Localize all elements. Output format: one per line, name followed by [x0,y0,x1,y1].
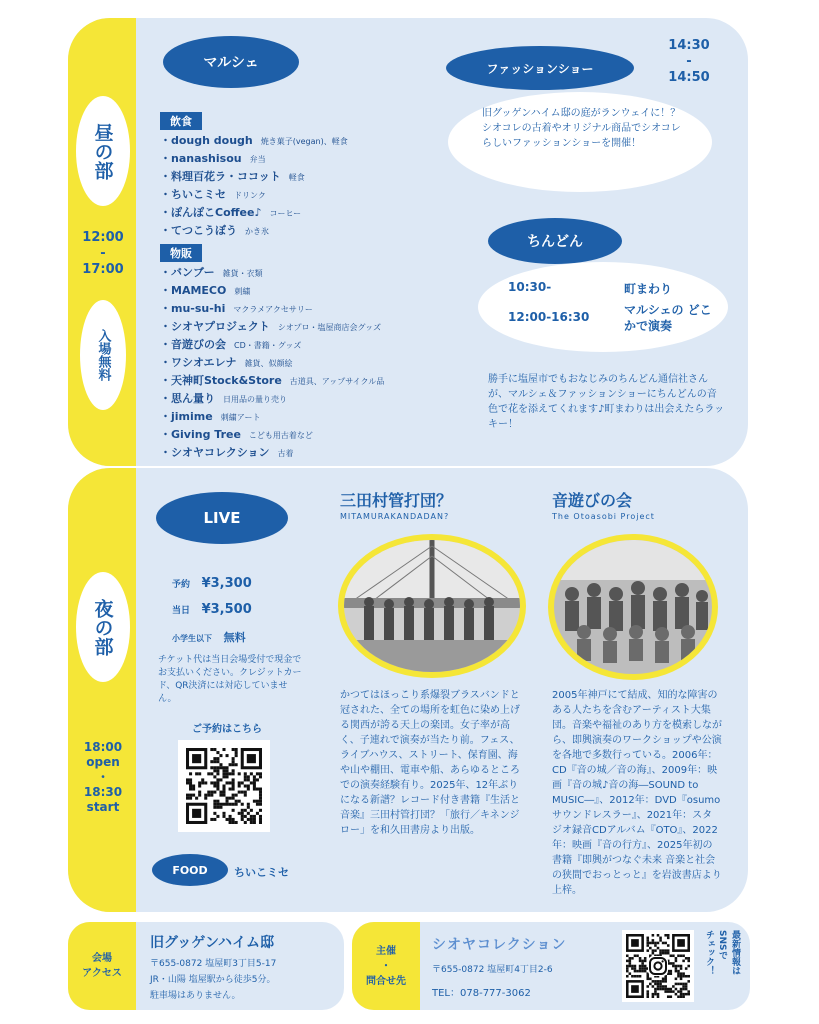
band-1-photo [344,540,520,672]
food-vendor-desc: かき氷 [245,227,269,236]
food-vendor-desc: ドリンク [234,191,266,200]
sns-note: 最新情報は SNSで チェック！ [704,930,740,975]
goods-item [160,354,460,372]
bullet: ・ [160,320,171,333]
goods-category-label: 物販 [160,244,202,262]
goods-vendor-name: jimime [171,410,213,423]
chindon-description: 勝手に塩屋市でもおなじみのちんどん通信社さんが、マルシェ＆ファッションショーにちんどんの音色で花を添えてくれます♪町まわりは出会えたらラッキー！ [488,374,725,430]
goods-item [160,300,460,318]
band-1-romaji: MITAMURAKANDADAN? [340,512,450,521]
reserve-label: ご予約はこちら [192,724,262,735]
goods-vendor-name: 天神町Stock&Store [171,374,282,387]
day-section [68,18,748,466]
goods-vendor-name: Giving Tree [171,428,241,441]
bullet: ・ [160,170,171,183]
food-vendor-name: てつこうぼう [171,224,237,237]
goods-vendor-desc: 古道具、アップサイクル品 [289,377,385,386]
fashion-title-cloud: ファッションショー [446,46,634,90]
bullet: ・ [160,266,171,279]
bullet: ・ [160,446,171,459]
food-category-label: 飲食 [160,112,202,130]
food-vendor-desc: コーヒー [269,209,302,218]
reservation-qr-code[interactable] [178,740,270,832]
night-time: 18:00 open ・ 18:30 start [83,740,123,814]
goods-vendor-name: MAMECO [171,284,227,297]
goods-vendor-desc: こども用古着など [248,431,313,440]
night-section [68,468,748,912]
goods-item [160,390,460,408]
goods-vendor-name: シオヤコレクション [171,446,270,459]
bullet: ・ [160,410,171,423]
food-item [160,204,460,222]
bullet: ・ [160,224,171,237]
live-title-cloud: LIVE [156,492,288,544]
bullet: ・ [160,302,171,315]
food-vendor-name: 料理百花ラ・ココット [171,170,281,183]
goods-item [160,318,460,336]
goods-vendor-desc: 刺繍 [234,287,251,296]
food-vendor-name: ちいこミセ [171,188,226,201]
organizer-tel: TEL：078-777-3062 [432,988,531,999]
goods-vendor-desc: シオプロ・塩屋商店会グッズ [277,323,382,332]
price-child: 小学生以下 無料 [172,631,246,644]
goods-vendor-name: シオヤプロジェクト [171,320,270,333]
chindon-event-1: 町まわり [624,282,673,296]
chindon-time-1: 10:30- [508,280,552,294]
marche-title-cloud: マルシェ [163,36,299,88]
bullet: ・ [160,206,171,219]
food-title-cloud: FOOD [152,854,228,886]
organizer-address: 〒655-0872 塩屋町4丁目2-6 [432,965,553,975]
marche-list [160,108,460,462]
venue-address: 〒655-0872 塩屋町3丁目5-17 [150,959,277,969]
food-vendor-name: dough dough [171,134,253,147]
qr-pattern [186,748,262,824]
band-2-name: 音遊びの会 [552,491,633,510]
goods-vendor-desc: マクラメアクセサリー [233,305,313,314]
organizer-label: 主催 ・ 問合せ先 [352,922,420,1010]
bullet: ・ [160,152,171,165]
goods-vendor-name: 思ん量り [171,392,215,405]
food-vendor-desc: 焼き菓子(vegan)、軽食 [260,137,348,146]
chindon-title-cloud: ちんどん [488,218,622,264]
food-item [160,222,460,240]
goods-vendor-name: ワシオエレナ [171,356,237,369]
bullet: ・ [160,392,171,405]
goods-vendor-desc: 日用品の量り売り [223,395,287,404]
instagram-icon [648,956,668,976]
food-item [160,168,460,186]
night-side-strip [68,468,136,912]
bullet: ・ [160,284,171,297]
goods-item [160,444,460,462]
night-food-vendor: ちいこミセ [234,866,289,879]
goods-vendor-name: バンブー [171,266,215,279]
bullet: ・ [160,338,171,351]
band-2-photo [554,540,712,674]
bullet: ・ [160,356,171,369]
organizer-box [352,922,750,1010]
night-label: 夜の部 [76,572,130,682]
venue-parking: 駐車場はありません。 [150,991,241,1001]
organizer-name: シオヤコレクション [432,937,567,953]
goods-item [160,336,460,354]
band-2-romaji: The Otoasobi Project [552,512,655,521]
venue-label: 会場 アクセス [68,922,136,1010]
venue-name: 旧グッゲンハイム邸 [150,935,275,951]
goods-item [160,372,460,390]
fashion-time: 14:30 - 14:50 [668,38,710,85]
bullet: ・ [160,374,171,387]
day-time: 12:00 - 17:00 [82,230,124,277]
fashion-description: 旧グッゲンハイム邸の庭がランウェイに！？シオコレの古着やオリジナル商品でシオコレらしいファッションショーを開催！ [482,108,681,149]
venue-box [68,922,344,1010]
chindon-time-2: 12:00-16:30 [508,310,590,324]
chindon-event-2: マルシェの どこかで演奏 [624,303,712,333]
price-advance: 予約 ¥3,300 [172,576,252,591]
food-vendor-desc: 軽食 [288,173,305,182]
goods-vendor-desc: 雑貨、似顔絵 [244,359,293,368]
food-item [160,132,460,150]
goods-item [160,426,460,444]
band-1-description: かつてはほっこり系爆裂ブラスバンドと冠された、全ての場所を虹色に染め上げる関西が誇る天上の楽団。女子率が高く、子連れで演奏が当たり前。フェス、ライブハウス、ストリート、保育園、海や山や棚田、電車や船、あらゆるところでの演奏経験有り。2025年、12年ぶりになる新譜？レコード付き書籍『生活と音楽』三田村管打団？「旅行／キネンジロー」を和久田書房より出版。 [340,690,520,836]
price-door: 当日 ¥3,500 [172,602,252,617]
band-1-name: 三田村管打団？ [340,491,453,510]
goods-item [160,282,460,300]
ticket-note: チケット代は当日会場受付で現金でお支払いください。クレジットカード、QR決済には対応していません。 [158,655,302,704]
bullet: ・ [160,188,171,201]
goods-vendor-desc: 刺繍アート [220,413,261,422]
food-item [160,150,460,168]
band-2-description: 2005年神戸にて結成、知的な障害のある人たちを含むアーティスト大集団。音楽や福祉のあり方を模索しながら、即興演奏のワークショップや公演を各地で多数行っている。2006年：CD『音の城／音の海』、2009年：映画『音の城♪音の海―SOUND to MUSIC―』、2012年：DVD『osumo サウンドレスラー』、2021年：スタジオ録音CDアルバム『OTO』、2022年：映画『音の行方』、2025年初の書籍『即興がつなぐ未来 音楽と社会の狭間でおっとっと』を岩波書店より上梓。 [552,690,722,896]
food-vendor-desc: 弁当 [249,155,266,164]
goods-vendor-desc: CD・書籍・グッズ [234,341,302,350]
goods-vendor-name: mu-su-hi [171,302,226,315]
food-vendor-name: nanashisou [171,152,242,165]
bullet: ・ [160,428,171,441]
day-label: 昼の部 [76,96,130,206]
goods-vendor-desc: 古着 [277,449,294,458]
goods-item [160,408,460,426]
food-vendor-name: ぽんぽこCoffee♪ [171,206,262,219]
venue-access: JR・山陽 塩屋駅から徒歩5分。 [150,975,276,985]
goods-vendor-name: 音遊びの会 [171,338,226,351]
bullet: ・ [160,134,171,147]
goods-item [160,264,460,282]
food-item [160,186,460,204]
admission-free-label: 入場無料 [80,300,126,410]
goods-vendor-desc: 雑貨・衣類 [222,269,263,278]
